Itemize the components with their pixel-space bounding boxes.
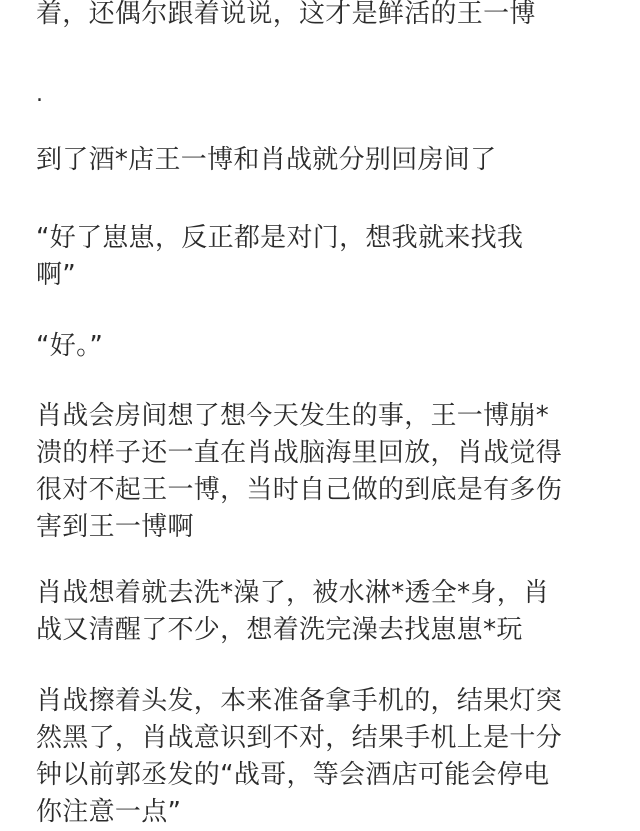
paragraph: 肖战想着就去洗*澡了，被水淋*透全*身，肖 战又清醒了不少，想着洗完澡去找崽崽*玩	[36, 578, 550, 645]
dialogue-paragraph: “好。”	[36, 331, 104, 361]
dialogue-paragraph: “好了崽崽，反正都是对门，想我就来找我 啊”	[36, 223, 524, 290]
separator-dot: .	[36, 82, 44, 107]
paragraph: 肖战擦着头发，本来准备拿手机的，结果灯突 然黑了，肖战意识到不对，结果手机上是十分 钟以前郭丞发的“战哥，等会酒店可能会停电 你注意一点”	[36, 686, 563, 827]
paragraph: 到了酒*店王一博和肖战就分别回房间了	[36, 145, 497, 175]
paragraph: 肖战会房间想了想今天发生的事，王一博崩* 溃的样子还一直在肖战脑海里回放，肖战觉得 很对不起王一博，当时自己做的到底是有多伤 害到王一博啊	[36, 401, 563, 542]
paragraph: 着，还偶尔跟着说说，这才是鲜活的王一博	[36, 0, 536, 29]
